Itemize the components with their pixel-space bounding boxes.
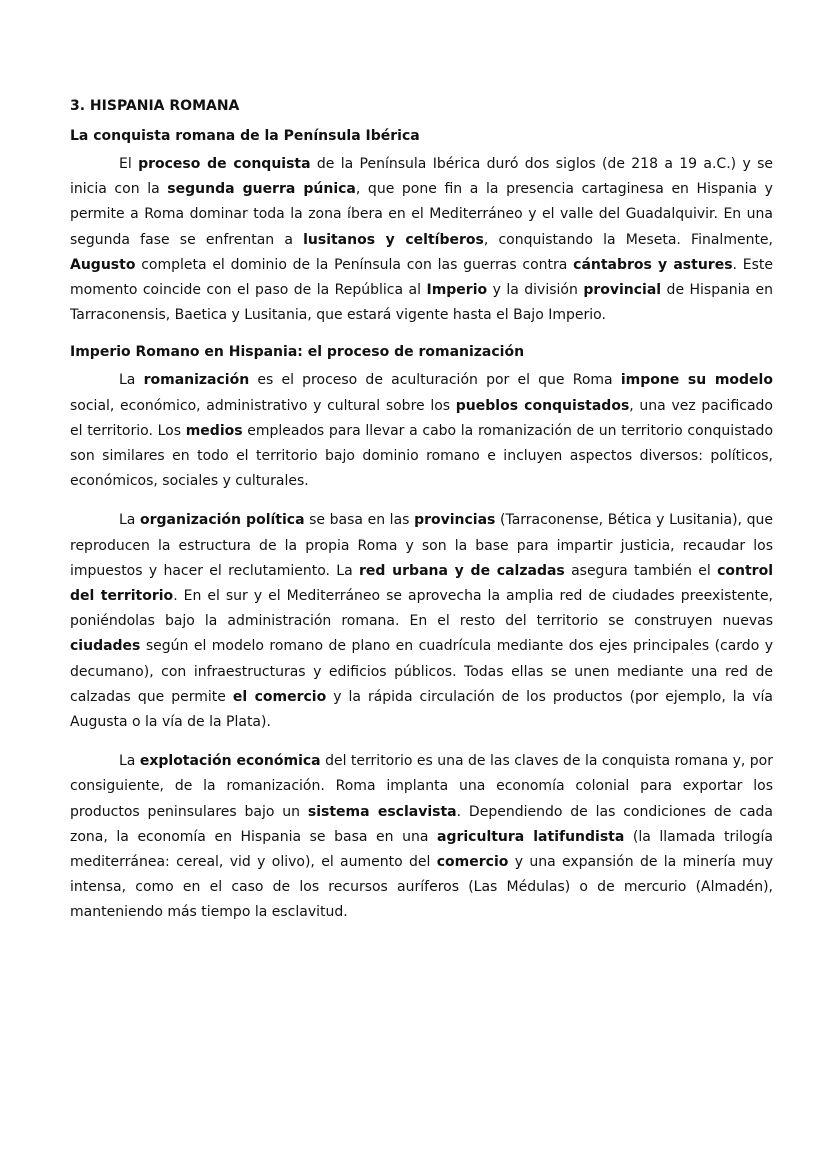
bold-term: el comercio — [232, 688, 327, 705]
text-run: . En el sur y el Mediterráneo se aprovecha la amplia red de ciudades preexistente, poniéndolas bajo la administración romana. En el resto del territorio se construyen nuevas — [70, 588, 774, 630]
text-run: . Este momento coincide con el paso de la República al — [70, 256, 773, 299]
text-run: , conquistando la Meseta. Finalmente, — [483, 231, 774, 248]
bold-term: lusitanos y celtíberos — [303, 231, 484, 248]
bold-term: agricultura latifundista — [437, 828, 625, 845]
text-run: y la división — [487, 282, 584, 299]
subsection-title-conquista: La conquista romana de la Península Ibérica — [70, 128, 420, 144]
paragraph-romanizacion — [70, 368, 773, 494]
bold-term: medios — [185, 422, 243, 439]
paragraph-organizacion-politica — [70, 508, 773, 735]
document-page — [70, 96, 773, 926]
text-run: y una expansión de la minería muy intensa, como en el caso de los recursos auríferos (Las Médulas) o de mercurio (Almadén), manteniendo más tiempo la esclavitud. — [70, 854, 773, 921]
text-run: El — [119, 156, 139, 172]
bold-term: organización política — [139, 512, 305, 529]
bold-term: romanización — [143, 372, 250, 389]
bold-term: pueblos conquistados — [455, 397, 630, 414]
bold-term: Augusto — [70, 256, 136, 273]
text-run: social, económico, administrativo y cultural sobre los — [70, 397, 456, 414]
text-run: La — [119, 753, 140, 770]
bold-term: segunda guerra púnica — [167, 181, 356, 198]
text-run: de la Península Ibérica duró dos siglos (de 218 a 19 a.C.) y se inicia con la — [70, 156, 773, 198]
bold-term: comercio — [436, 854, 509, 871]
bold-term: proceso de conquista — [138, 156, 311, 172]
bold-term: impone su modelo — [620, 372, 773, 389]
text-run: completa el dominio de la Península con las guerras contra — [135, 256, 574, 273]
section-title: 3. HISPANIA ROMANA — [70, 98, 240, 114]
text-run: asegura también el — [564, 562, 718, 579]
bold-term: red urbana y de calzadas — [359, 562, 565, 579]
text-run: . Dependiendo de las condiciones de cada zona, la economía en Hispania se basa en una — [70, 803, 773, 845]
text-run: de Hispania en Tarraconensis, Baetica y Lusitania, que estará vigente hasta el Bajo Imperio. — [70, 282, 773, 324]
bold-term: sistema esclavista — [307, 803, 457, 820]
text-run: La — [119, 512, 140, 529]
text-run: y la rápida circulación de los productos (por ejemplo, la vía Augusta o la vía de la Plata). — [70, 688, 773, 731]
text-run: La — [119, 372, 144, 389]
bold-term: provincial — [583, 282, 662, 299]
paragraph-conquista — [70, 152, 773, 328]
text-run: del territorio es una de las claves de la conquista romana y, por consiguiente, de la romanización. Roma implanta una economía colonial para exportar los productos peninsulares bajo un — [70, 753, 774, 820]
subsection-title-romanizacion: Imperio Romano en Hispania: el proceso de romanización — [70, 344, 525, 361]
text-run: es el proceso de aculturación por el que Roma — [249, 372, 621, 389]
text-run: (la llamada trilogía mediterránea: cereal, vid y olivo), el aumento del — [70, 828, 773, 871]
bold-term: Imperio — [426, 282, 488, 299]
text-run: , que pone fin a la presencia cartaginesa en Hispania y permite a Roma dominar toda la zona íbera en el Mediterráneo y el valle del Guadalquivir. En una segunda fase se enfrentan a — [70, 181, 773, 248]
text-run: se basa en las — [304, 512, 415, 529]
text-run: (Tarraconense, Bética y Lusitania), que reproducen la estructura de la propia Roma y son la base para impartir justicia, recaudar los impuestos y hacer el reclutamiento. La — [70, 512, 773, 579]
bold-term: explotación económica — [139, 753, 321, 770]
bold-term: cántabros y astures — [573, 256, 733, 273]
text-run: empleados para llevar a cabo la romanización de un territorio conquistado son similares en todo el territorio bajo dominio romano e incluyen aspectos diversos: políticos, económicos, sociales y culturales. — [70, 422, 774, 490]
paragraph-explotacion-economica — [70, 749, 773, 925]
bold-term: control del territorio — [70, 562, 773, 605]
text-run: según el modelo romano de plano en cuadrícula mediante dos ejes principales (cardo y decumano), con infraestructuras y edificios públicos. Todas ellas se unen mediante una red de calzadas que permite — [70, 638, 773, 705]
bold-term: ciudades — [70, 638, 141, 655]
text-run: , una vez pacificado el territorio. Los — [70, 397, 773, 439]
bold-term: provincias — [414, 512, 496, 529]
